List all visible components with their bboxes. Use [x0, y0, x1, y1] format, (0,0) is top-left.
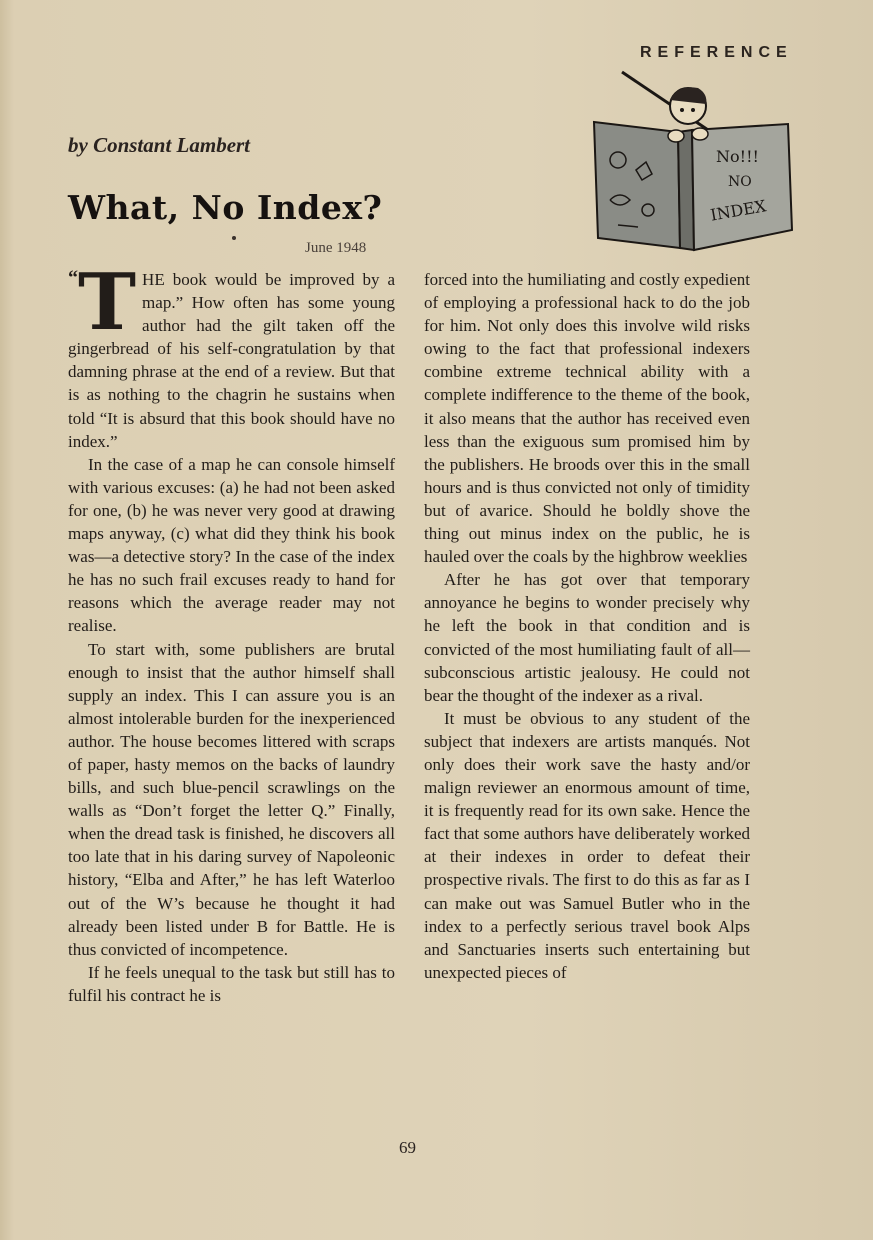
book-illustration: [588, 70, 798, 260]
book-text-no-2: NO: [728, 174, 752, 190]
paragraph: After he has got over that temporary annoyance he begins to wonder precisely why he left the book in that condition and is convicted of the most humiliating fault of all—subconscious artistic jealousy. He could not bear the thought of the indexer as a rival.: [424, 570, 750, 705]
drop-cap: T: [78, 257, 137, 348]
article-title: What, No Index?: [68, 188, 383, 227]
paragraph: [68, 257, 395, 453]
left-column: [68, 257, 395, 1007]
paragraph: forced into the humiliating and costly expedient of employing a professional hack to do the job for him. Not only does this involve wild risks owing to the fact that professional indexers combine extreme technical ability with a complete indifference to the theme of the book, it also means that the author has received even less than the exiguous sum promised him by the publishers. He broods over this in the small hours and is thus convicted not only of timidity but of avarice. Should he boldly shove the thing out minus index on the public, he is hauled over the coals by the highbrow weeklies: [424, 270, 750, 567]
ornament-dot: [232, 236, 236, 240]
paragraph-text: HE book would be improved by a map.” How often has some young author had the gilt taken off the gingerbread of his self-congratulation by that damning phrase at the end of a review. But that is as nothing to the chagrin he sustains when told “It is absurd that this book should have no index.”: [68, 270, 395, 451]
open-quote: “: [68, 267, 78, 289]
dateline: June 1948: [305, 240, 367, 256]
paragraph: If he feels unequal to the task but still has to fulfil his contract he is: [68, 962, 395, 1005]
paragraph: It must be obvious to any student of the subject that indexers are artists manqués. Not only does their work save the hasty and/or malign reviewer an enormous amount of time, it is frequently read for its own sake. Hence the fact that some authors have deliberately worked at their indexes in order to defeat their prospective rivals. The first to do this as far as I can make out was Samuel Butler who in the index to a perfectly serious travel book Alps and Sanctuaries inserts such entertaining but unexpected pieces of: [424, 708, 750, 982]
book-left-cover: [594, 122, 680, 248]
page-number: 69: [399, 1138, 416, 1157]
paragraph: In the case of a map he can console himself with various excuses: (a) he had not been asked for one, (b) he was never very good at drawing maps anyway, (c) what did they think his book was—a detective story? In the case of the index he has no such frail excuses ready to hand for reasons which the average reader may not realise.: [68, 454, 395, 636]
right-column: [424, 268, 750, 984]
paragraph: To start with, some publishers are brutal enough to insist that the author himself shall supply an index. This I can assure you is an almost intolerable burden for the inexperienced author. The house becomes littered with scraps of paper, hasty memos on the backs of laundry bills, and such blue-pencil scrawlings on the walls as “Don’t forget the letter Q.” Finally, when the dread task is finished, he discovers all too late that in his daring survey of Napoleonic history, “Elba and After,” he has left Waterloo out of the W’s because he thought it had already been listed under B for Battle. He is thus convicted of incompetence.: [68, 639, 395, 959]
book-text-no: No!!!: [716, 147, 759, 166]
byline: by Constant Lambert: [68, 133, 251, 157]
section-label: REFERENCE: [640, 44, 793, 61]
book-text-index: INDEX: [708, 196, 768, 225]
